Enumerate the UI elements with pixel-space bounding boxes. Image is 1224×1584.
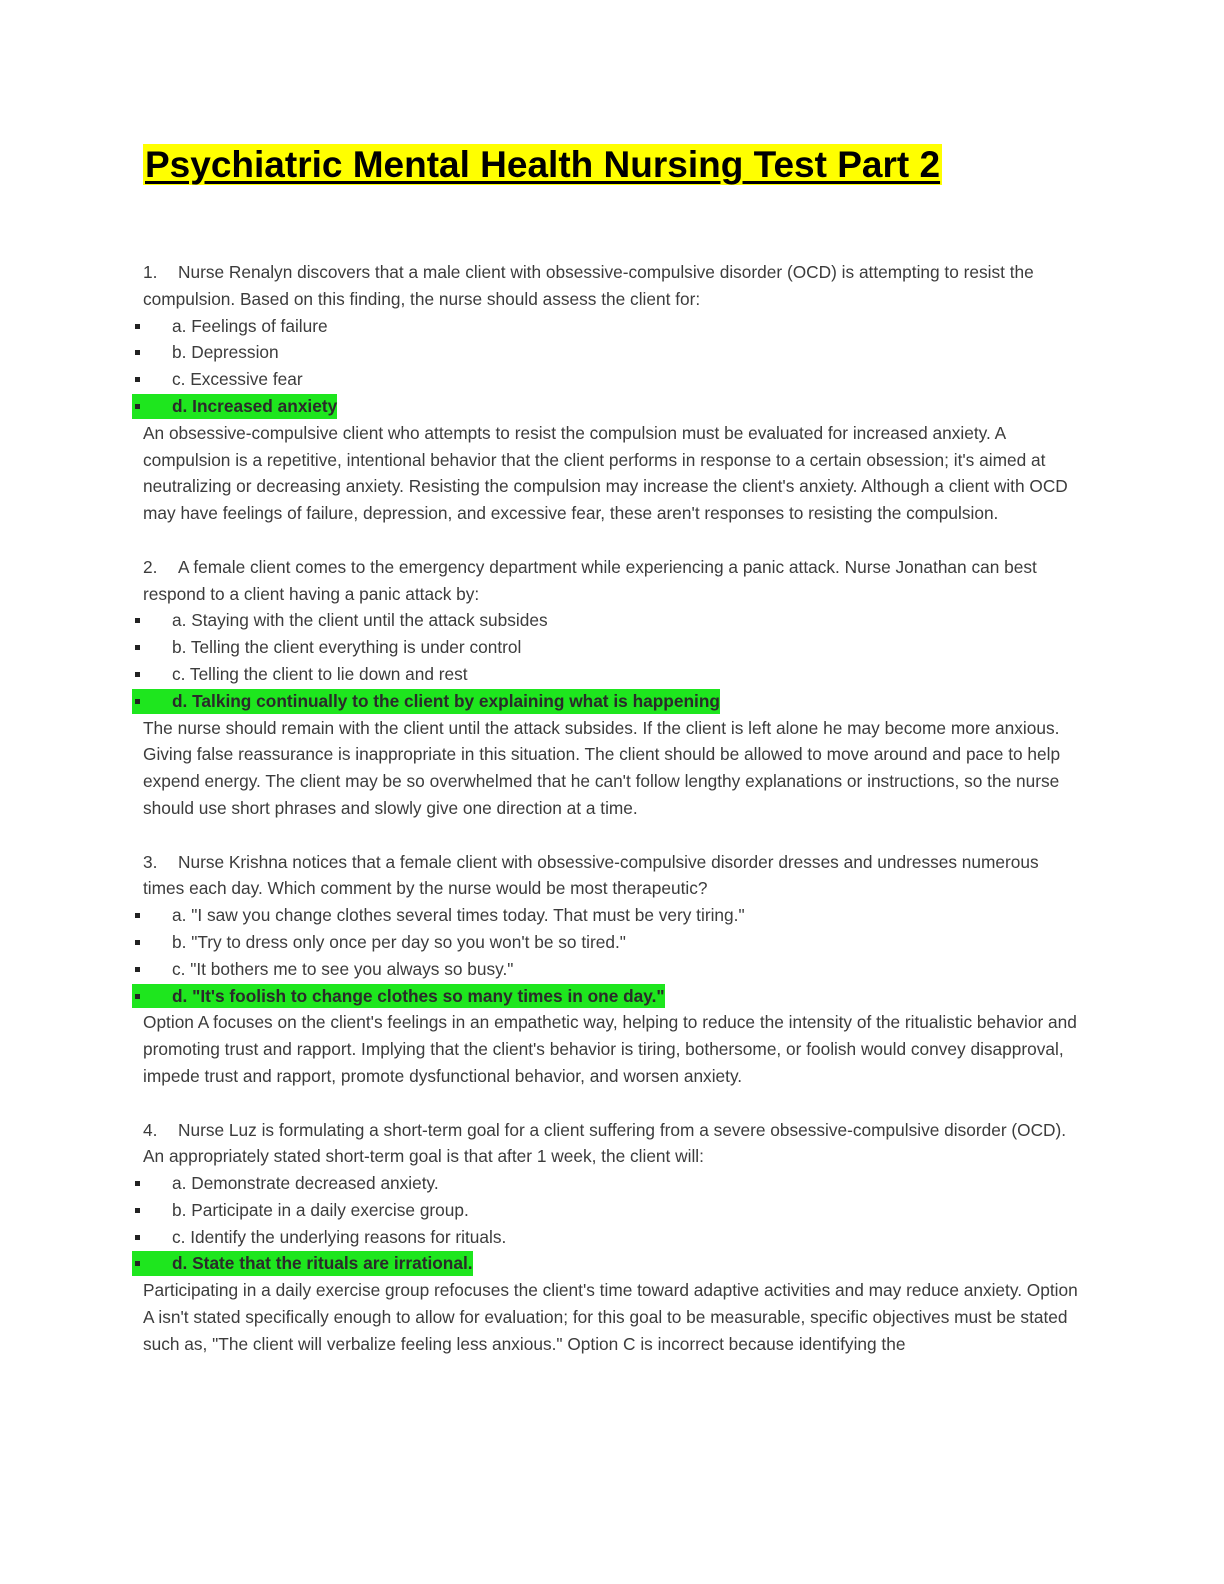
option-label: a. Staying with the client until the attack subsides [172,610,548,631]
correct-answer-option [135,1250,1078,1277]
question-stem: A female client comes to the emergency department while experiencing a panic attack. Nurse Jonathan can best respond to a client having a panic attack by: [143,556,1037,604]
questions-container [143,259,1078,1358]
question-stem: Nurse Renalyn discovers that a male client with obsessive-compulsive disorder (OCD) is attempting to resist the compulsion. Based on this finding, the nurse should assess the client for: [143,262,1034,309]
option-label: a. Demonstrate decreased anxiety. [172,1173,439,1194]
question-spacer [143,822,1078,849]
answer-option [135,929,1078,956]
answer-rationale: The nurse should remain with the client until the attack subsides. If the client is left alone he may become more anxious. Giving false reassurance is inappropriate in this situation. The client should be allowed to move around and pace to help expend energy. The client may be so overwhelmed that he can't follow lengthy explanations or instructions, so the nurse should use short phrases and slowly give one direction at a time. [143,717,1061,818]
answer-option [135,634,1078,661]
answer-option [135,1170,1078,1197]
answer-option [135,607,1078,634]
square-bullet-icon [135,618,140,623]
answer-option [135,661,1078,688]
question-number: 4. [143,1119,158,1140]
question-block [143,849,1078,1090]
square-bullet-icon [135,377,140,382]
option-label: b. Telling the client everything is under control [172,637,522,658]
option-label: c. Excessive fear [172,369,303,390]
option-label: d. State that the rituals are irrational. [172,1253,473,1274]
answer-options [143,313,1078,420]
question-spacer [143,1090,1078,1117]
question-text [143,259,1078,313]
square-bullet-icon [135,913,140,918]
question-number: 2. [143,556,158,577]
square-bullet-icon [135,1235,140,1240]
answer-option [135,1224,1078,1251]
question-spacer [143,527,1078,554]
square-bullet-icon [135,1208,140,1213]
question-stem: Nurse Krishna notices that a female client with obsessive-compulsive disorder dresses and undresses numerous times each day. Which comment by the nurse would be most therapeutic? [143,851,1039,899]
option-label: a. "I saw you change clothes several times today. That must be very tiring." [172,905,745,926]
answer-option [135,366,1078,393]
option-label: b. "Try to dress only once per day so you won't be so tired." [172,931,626,952]
answer-rationale: An obsessive-compulsive client who attempts to resist the compulsion must be evaluated for increased anxiety. A compulsion is a repetitive, intentional behavior that the client performs in response to a certain obsession; it's aimed at neutralizing or decreasing anxiety. Resisting the compulsion may increase the client's anxiety. Although a client with OCD may have feelings of failure, depression, and excessive fear, these aren't responses to resisting the compulsion. [143,422,1068,524]
square-bullet-icon [135,967,140,972]
question-block [143,1117,1078,1358]
answer-options [143,607,1078,714]
answer-options [143,1170,1078,1277]
question-number: 3. [143,851,158,872]
option-label: d. Talking continually to the client by explaining what is happening [172,690,720,711]
page-title [143,142,942,188]
question-text [143,1117,1078,1171]
question-block [143,259,1078,527]
option-label: d. Increased anxiety [172,395,338,416]
question-text [143,554,1078,608]
option-label: c. "It bothers me to see you always so busy." [172,958,514,979]
square-bullet-icon [135,1181,140,1186]
square-bullet-icon [135,645,140,650]
square-bullet-icon [135,699,140,704]
option-label: b. Participate in a daily exercise group. [172,1199,469,1220]
correct-answer-option [135,393,1078,420]
option-label: b. Depression [172,342,279,363]
square-bullet-icon [135,324,140,329]
square-bullet-icon [135,672,140,677]
answer-option [135,902,1078,929]
correct-answer-option [135,983,1078,1010]
answer-option [135,956,1078,983]
option-label: c. Identify the underlying reasons for rituals. [172,1226,507,1247]
option-label: c. Telling the client to lie down and rest [172,663,468,684]
answer-option [135,339,1078,366]
square-bullet-icon [135,404,140,409]
option-label: d. "It's foolish to change clothes so many times in one day." [172,985,665,1006]
question-text [143,849,1078,903]
option-label: a. Feelings of failure [172,315,328,336]
square-bullet-icon [135,994,140,999]
square-bullet-icon [135,1261,140,1266]
answer-rationale: Option A focuses on the client's feelings in an empathetic way, helping to reduce the intensity of the ritualistic behavior and promoting trust and rapport. Implying that the client's behavior is tiring, bothersome, or foolish would convey disapproval, impede trust and rapport, promote dysfunctional behavior, and worsen anxiety. [143,1012,1077,1086]
title-highlight: Psychiatric Mental Health Nursing Test Part 2 [145,144,941,185]
answer-options [143,902,1078,1009]
answer-option [135,313,1078,340]
answer-rationale: Participating in a daily exercise group refocuses the client's time toward adaptive activities and may reduce anxiety. Option A isn't stated specifically enough to allow for evaluation; for this goal to be measurable, specific objectives must be stated such as, "The client will verbalize feeling less anxious." Option C is incorrect because identifying the [143,1280,1078,1354]
question-block [143,554,1078,822]
question-stem: Nurse Luz is formulating a short-term goal for a client suffering from a severe obsessive-compulsive disorder (OCD). An appropriately stated short-term goal is that after 1 week, the client will: [143,1119,1067,1167]
square-bullet-icon [135,940,140,945]
square-bullet-icon [135,350,140,355]
answer-option [135,1197,1078,1224]
correct-answer-option [135,688,1078,715]
question-number: 1. [143,262,158,282]
